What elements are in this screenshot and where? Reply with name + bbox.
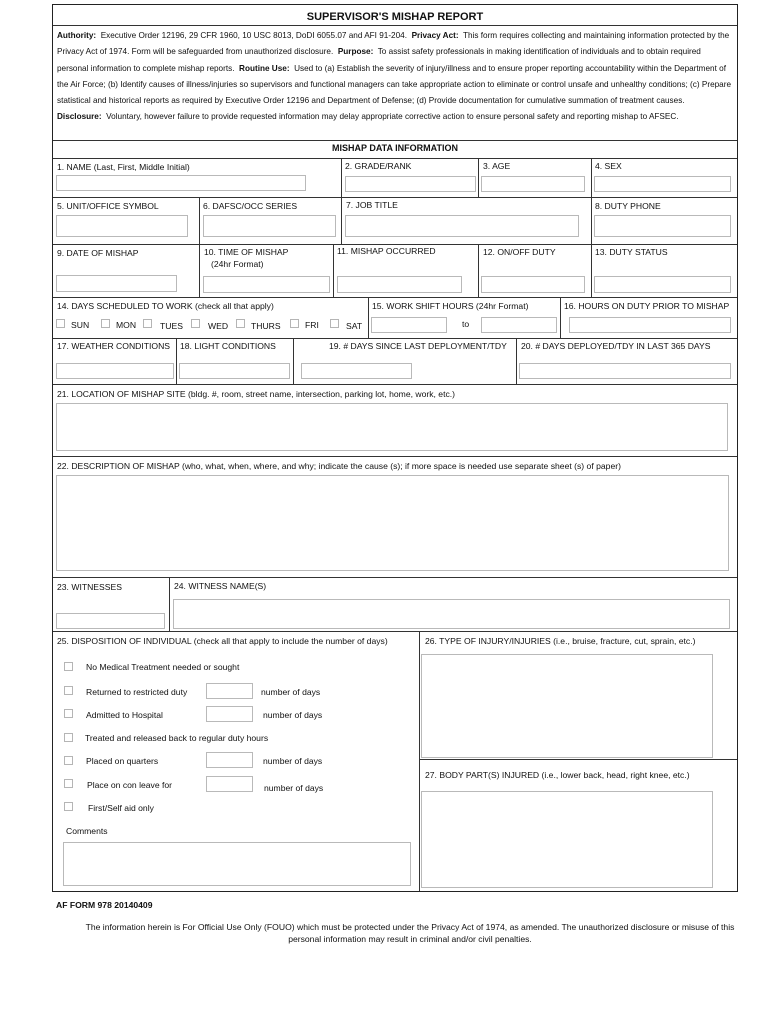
hours-prior-label: 16. HOURS ON DUTY PRIOR TO MISHAP xyxy=(564,301,730,311)
days-deployed-input[interactable] xyxy=(519,363,731,379)
duty-phone-label: 8. DUTY PHONE xyxy=(595,201,661,211)
con-leave-days-input[interactable] xyxy=(206,776,253,792)
divider xyxy=(478,244,479,297)
duty-status-input[interactable] xyxy=(594,276,731,293)
body-part-input[interactable] xyxy=(421,791,713,888)
days-since-deployment-input[interactable] xyxy=(301,363,412,379)
divider xyxy=(199,197,200,244)
witness-names-label: 24. WITNESS NAME(S) xyxy=(174,581,267,591)
purpose-text: To assist safety professionals in making identification of individuals and to obtain required personal information to complete mishap reports. xyxy=(57,47,701,73)
shift-end-input[interactable] xyxy=(481,317,557,333)
divider xyxy=(368,297,369,338)
day-label-tues: TUES xyxy=(160,321,183,331)
disclosure-text: Voluntary, however failure to provide requested information may delay appropriate corrective action to ensure personal safety and reporting mishap to AFSEC. xyxy=(106,112,679,122)
divider xyxy=(53,338,737,339)
routine-label: Routine Use: xyxy=(239,63,290,73)
weather-input[interactable] xyxy=(56,363,174,379)
day-label-sun: SUN xyxy=(71,320,90,330)
restricted-days-input[interactable] xyxy=(206,683,253,699)
on-off-duty-input[interactable] xyxy=(481,276,585,293)
hospital-checkbox[interactable] xyxy=(64,709,73,718)
time-label: 10. TIME OF MISHAP xyxy=(204,247,289,257)
shift-hours-label: 15. WORK SHIFT HOURS (24hr Format) xyxy=(372,301,529,311)
divider xyxy=(419,631,420,891)
quarters-checkbox[interactable] xyxy=(64,756,73,765)
day-label-fri: FRI xyxy=(305,320,319,330)
con-leave-days-label: number of days xyxy=(264,783,324,793)
authority-block xyxy=(57,28,731,126)
witnesses-input[interactable] xyxy=(56,613,165,629)
first-aid-label: First/Self aid only xyxy=(88,803,154,813)
job-title-input[interactable] xyxy=(345,215,579,237)
occurred-label: 11. MISHAP OCCURRED xyxy=(337,246,436,256)
witness-names-input[interactable] xyxy=(173,599,730,629)
day-label-thurs: THURS xyxy=(251,321,281,331)
day-checkbox-wed[interactable] xyxy=(191,319,200,328)
form-title: SUPERVISOR'S MISHAP REPORT xyxy=(306,11,484,23)
sex-input[interactable] xyxy=(594,176,731,192)
days-deployed-label: 20. # DAYS DEPLOYED/TDY IN LAST 365 DAYS xyxy=(521,341,711,351)
day-label-wed: WED xyxy=(208,321,229,331)
divider xyxy=(53,456,737,457)
injury-type-label: 26. TYPE OF INJURY/INJURIES (i.e., bruise, fracture, cut, sprain, etc.) xyxy=(425,636,696,646)
divider xyxy=(419,759,737,760)
divider xyxy=(53,631,737,632)
day-checkbox-thurs[interactable] xyxy=(236,319,245,328)
divider xyxy=(341,197,342,244)
on-off-duty-label: 12. ON/OFF DUTY xyxy=(483,247,556,257)
divider xyxy=(293,338,294,384)
no-medical-checkbox[interactable] xyxy=(64,662,73,671)
age-input[interactable] xyxy=(481,176,585,192)
duty-status-label: 13. DUTY STATUS xyxy=(595,247,668,257)
quarters-days-input[interactable] xyxy=(206,752,253,768)
treated-checkbox[interactable] xyxy=(64,733,73,742)
mishap-report-form xyxy=(52,4,738,892)
location-input[interactable] xyxy=(56,403,728,451)
divider xyxy=(560,297,561,338)
divider xyxy=(53,197,737,198)
body-part-label: 27. BODY PART(S) INJURED (i.e., lower back, head, right knee, etc.) xyxy=(425,770,690,780)
disclosure-label: Disclosure: xyxy=(57,112,102,122)
days-scheduled-label: 14. DAYS SCHEDULED TO WORK (check all that apply) xyxy=(57,301,274,311)
divider xyxy=(591,158,592,197)
divider xyxy=(53,158,737,159)
divider xyxy=(478,158,479,197)
grade-label: 2. GRADE/RANK xyxy=(345,161,412,171)
no-medical-label: No Medical Treatment needed or sought xyxy=(86,662,240,672)
disposition-label: 25. DISPOSITION OF INDIVIDUAL (check all that apply to include the number of days) xyxy=(57,636,388,646)
hospital-days-input[interactable] xyxy=(206,706,253,722)
divider xyxy=(591,197,592,244)
restricted-days-label: number of days xyxy=(261,687,321,697)
restricted-label: Returned to restricted duty xyxy=(86,687,188,697)
description-input[interactable] xyxy=(56,475,729,571)
form-number: AF FORM 978 20140409 xyxy=(56,900,153,910)
light-input[interactable] xyxy=(179,363,290,379)
section-title: MISHAP DATA INFORMATION xyxy=(332,143,458,153)
job-title-label: 7. JOB TITLE xyxy=(346,200,398,210)
injury-type-input[interactable] xyxy=(421,654,713,758)
description-label: 22. DESCRIPTION OF MISHAP (who, what, when, where, and why; indicate the cause (s); if more space is needed use separate sheet (s) of paper) xyxy=(57,461,621,471)
name-label: 1. NAME (Last, First, Middle Initial) xyxy=(57,162,190,172)
restricted-checkbox[interactable] xyxy=(64,686,73,695)
location-label: 21. LOCATION OF MISHAP SITE (bldg. #, room, street name, intersection, parking lot, home, work, etc.) xyxy=(57,389,456,399)
hours-prior-input[interactable] xyxy=(569,317,731,333)
dafsc-input[interactable] xyxy=(203,215,336,237)
time-input[interactable] xyxy=(203,276,330,293)
grade-input[interactable] xyxy=(345,176,476,192)
shift-start-input[interactable] xyxy=(371,317,447,333)
first-aid-checkbox[interactable] xyxy=(64,802,73,811)
comments-input[interactable] xyxy=(63,842,411,886)
privacy-label: Privacy Act: xyxy=(411,31,459,40)
divider xyxy=(53,577,737,578)
authority-text: Executive Order 12196, 29 CFR 1960, 10 USC 8013, DoDI 6055.07 and AFI 91-204. xyxy=(100,31,407,40)
light-label: 18. LIGHT CONDITIONS xyxy=(180,341,276,351)
day-checkbox-mon[interactable] xyxy=(101,319,110,328)
hospital-days-label: number of days xyxy=(263,710,323,720)
quarters-days-label: number of days xyxy=(263,756,323,766)
day-label-sat: SAT xyxy=(346,321,363,331)
divider xyxy=(516,338,517,384)
divider xyxy=(341,158,342,197)
divider xyxy=(53,297,737,298)
day-label-mon: MON xyxy=(116,320,137,330)
authority-label: Authority: xyxy=(57,31,97,40)
day-checkbox-fri[interactable] xyxy=(290,319,299,328)
unit-input[interactable] xyxy=(56,215,188,237)
routine-text: Used to (a) Establish the severity of injury/illness and to ensure proper reporting accountability within the Department of the Air Force; (b) Identify causes of illness/injuries so supervisors and functional managers can take appropriate action to eliminate or control unsafe and unhealthy conditions; (c) Prepare statistical and historical reports as required by Executive Order 12196 and Department of Defense; (d) Provide documentation for cumulative summation of treatment causes. xyxy=(57,63,732,106)
quarters-label: Placed on quarters xyxy=(86,756,159,766)
divider xyxy=(53,384,737,385)
con-leave-checkbox[interactable] xyxy=(64,779,73,788)
time-format-label: (24hr Format) xyxy=(211,259,264,269)
purpose-label: Purpose: xyxy=(337,47,374,57)
day-checkbox-sun[interactable] xyxy=(56,319,65,328)
name-input[interactable] xyxy=(56,175,306,191)
con-leave-label: Place on con leave for xyxy=(87,780,173,790)
shift-to-label: to xyxy=(462,319,470,329)
divider xyxy=(53,140,737,141)
dafsc-label: 6. DAFSC/OCC SERIES xyxy=(203,201,298,211)
date-label: 9. DATE OF MISHAP xyxy=(57,248,139,258)
day-checkbox-sat[interactable] xyxy=(330,319,339,328)
age-label: 3. AGE xyxy=(483,161,511,171)
divider xyxy=(333,244,334,297)
privacy-notice: The information herein is For Official Use Only (FOUO) which must be protected under the Privacy Act of 1974, as amended. The unauthorized disclosure or misuse of this personal information may result in criminal and/or civil penalties. xyxy=(85,922,735,944)
witnesses-label: 23. WITNESSES xyxy=(57,582,122,592)
date-input[interactable] xyxy=(56,275,177,292)
days-since-deployment-label: 19. # DAYS SINCE LAST DEPLOYMENT/TDY xyxy=(329,341,507,351)
duty-phone-input[interactable] xyxy=(594,215,731,237)
sex-label: 4. SEX xyxy=(595,161,622,171)
divider xyxy=(169,577,170,631)
divider xyxy=(591,244,592,297)
unit-label: 5. UNIT/OFFICE SYMBOL xyxy=(57,201,159,211)
weather-label: 17. WEATHER CONDITIONS xyxy=(57,341,171,351)
occurred-input[interactable] xyxy=(337,276,462,293)
divider xyxy=(176,338,177,384)
divider xyxy=(199,244,200,297)
comments-label: Comments xyxy=(66,826,108,836)
hospital-label: Admitted to Hospital xyxy=(86,710,163,720)
divider xyxy=(53,244,737,245)
privacy-text: This form requires collecting and maintaining information protected by the Privacy Act of 1974. Form will be safeguarded from unauthorized disclosure. xyxy=(57,31,730,57)
treated-label: Treated and released back to regular duty hours xyxy=(85,733,269,743)
divider xyxy=(53,25,737,26)
day-checkbox-tues[interactable] xyxy=(143,319,152,328)
